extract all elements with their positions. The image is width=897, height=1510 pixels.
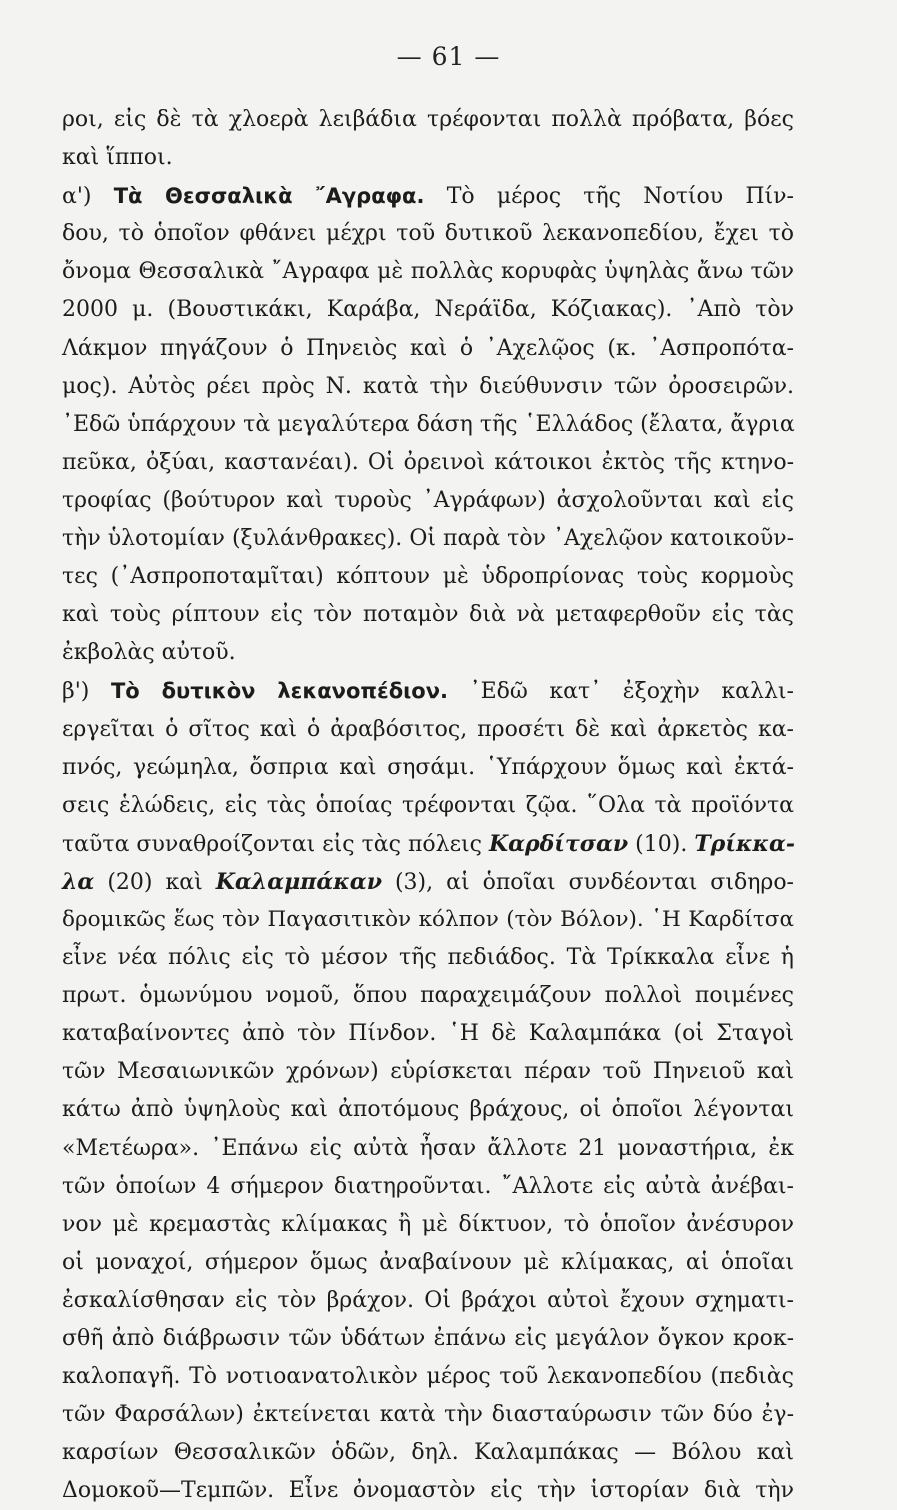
text-line <box>62 711 794 749</box>
text-line <box>62 215 794 253</box>
text-line <box>62 520 794 558</box>
text-line <box>62 1168 794 1206</box>
text-line <box>62 253 794 291</box>
line-text: δρομικῶς ἕως τὸν Παγασιτικὸν κόλπον (τὸν Βόλον). ῾Η Καρδίτσα <box>62 906 794 932</box>
line-text: 2000 μ. (Βουστικάκι, Καράβα, Νεράϊδα, Κόζιακας). ᾿Απὸ τὸν <box>62 297 794 323</box>
line-text: β') <box>62 679 111 705</box>
text-line <box>62 1282 794 1320</box>
line-text: σεις ἑλώδεις, εἰς τὰς ὁποίας τρέφονται ζῷα. ῞Ολα τὰ προϊόντα <box>62 792 794 818</box>
text-line <box>62 291 794 329</box>
line-text: Δομοκοῦ—Τεμπῶν. Εἶνε ὀνομαστὸν εἰς τὴν ἱστορίαν διὰ τὴν <box>62 1478 794 1504</box>
line-text: τροφίας (βούτυρον καὶ τυροὺς ᾿Αγράφων) ἀσχολοῦνται καὶ εἰς <box>62 487 794 513</box>
text-line <box>62 177 794 215</box>
line-text: δου, τὸ ὁποῖον φθάνει μέχρι τοῦ δυτικοῦ λεκανοπεδίου, ἔχει τὸ <box>62 221 794 247</box>
page-number: — 61 — <box>396 42 501 71</box>
text-line <box>62 444 794 482</box>
place-name: Καρδίτσαν <box>488 830 629 857</box>
line-text: καρσίων Θεσσαλικῶν ὁδῶν, δηλ. Καλαμπάκας — Βόλου καὶ <box>62 1440 794 1466</box>
text-line <box>62 672 794 710</box>
line-text: νον μὲ κρεμαστὰς κλίμακας ἢ μὲ δίκτυον, τὸ ὁποῖον ἀνέσυρον <box>62 1211 794 1237</box>
line-text: εργεῖται ὁ σῖτος καὶ ὁ ἀραβόσιτος, προσέτι δὲ καὶ ἀρκετὸς κα- <box>62 716 794 742</box>
text-line <box>62 139 794 177</box>
text-line <box>62 406 794 444</box>
text-line <box>62 749 794 787</box>
line-text: καλοπαγῆ. Τὸ νοτιοανατολικὸν μέρος τοῦ λεκανοπεδίου (πεδιὰς <box>62 1364 794 1390</box>
line-text: καὶ ἵπποι. <box>62 145 173 171</box>
line-text: ᾿Εδῶ κατ᾿ ἐξοχὴν καλλι- <box>448 679 794 705</box>
text-line <box>62 1396 794 1434</box>
text-line <box>62 596 794 634</box>
place-name: λα <box>62 868 95 895</box>
text-line <box>62 558 794 596</box>
line-text: ἐσκαλίσθησαν εἰς τὸν βράχον. Οἱ βράχοι αὐτοὶ ἔχουν σχηματι- <box>62 1287 794 1313</box>
line-text: ἐκβολὰς αὐτοῦ. <box>62 640 236 666</box>
section-heading: Τὸ δυτικὸν λεκανοπέδιον. <box>110 679 449 704</box>
line-text: α') <box>62 184 114 210</box>
text-line <box>62 330 794 368</box>
body-text <box>62 101 794 1510</box>
text-line <box>62 1053 794 1091</box>
line-text: πρωτ. ὁμωνύμου νομοῦ, ὅπου παραχειμάζουν πολλοὶ ποιμένες <box>62 983 794 1009</box>
line-text: (3), αἱ ὁποῖαι συνδέονται σιδηρο- <box>381 869 794 895</box>
line-text: τες (᾿Ασπροποταμῖται) κόπτουν μὲ ὑδροπρίονας τοὺς κορμοὺς <box>62 564 794 590</box>
line-text: ροι, εἰς δὲ τὰ χλοερὰ λειβάδια τρέφονται πολλὰ πρόβατα, βόες <box>62 107 794 132</box>
line-text: πεῦκα, ὀξύαι, καστανέαι). Οἱ ὀρεινοὶ κάτοικοι ἐκτὸς τῆς κτηνο- <box>62 449 794 475</box>
text-line <box>62 634 794 672</box>
line-text: (10). <box>628 831 695 857</box>
line-text: καὶ τοὺς ρίπτουν εἰς τὸν ποταμὸν διὰ νὰ μεταφερθοῦν εἰς τὰς <box>62 602 794 628</box>
line-text: Λάκμον πηγάζουν ὁ Πηνειὸς καὶ ὁ ᾿Αχελῷος (κ. ᾿Ασπροπότα- <box>62 335 794 361</box>
text-line <box>62 863 794 901</box>
text-line <box>62 939 794 977</box>
line-text: (20) καὶ <box>94 869 216 895</box>
line-text: πνός, γεώμηλα, ὄσπρια καὶ σησάμι. ῾Υπάρχουν ὅμως καὶ ἐκτά- <box>62 754 794 780</box>
text-line <box>62 482 794 520</box>
line-text: σθῆ ἀπὸ διάβρωσιν τῶν ὑδάτων ἐπάνω εἰς μεγάλον ὄγκον κροκ- <box>62 1326 794 1351</box>
section-heading: Τὰ Θεσσαλικὰ ῎Αγραφα. <box>113 184 425 209</box>
text-line <box>62 787 794 825</box>
text-line <box>62 1206 794 1244</box>
text-line <box>62 1244 794 1282</box>
place-name: Τρίκκα- <box>694 830 795 857</box>
line-text: ταῦτα συναθροίζονται εἰς τὰς πόλεις <box>62 831 489 857</box>
line-text: κάτω ἀπὸ ὑψηλοὺς καὶ ἀποτόμους βράχους, οἱ ὁποῖοι λέγονται <box>62 1097 794 1123</box>
text-line <box>62 1130 794 1168</box>
text-line <box>62 901 794 939</box>
line-text: οἱ μοναχοί, σήμερον ὅμως ἀναβαίνουν μὲ κλίμακας, αἱ ὁποῖαι <box>62 1249 794 1275</box>
text-line <box>62 1091 794 1129</box>
line-text: τῶν ὁποίων 4 σήμερον διατηροῦνται. ῎Αλλοτε εἰς αὐτὰ ἀνέβαι- <box>62 1173 794 1199</box>
text-line <box>62 1015 794 1053</box>
text-line <box>62 101 794 139</box>
text-line <box>62 825 794 863</box>
text-line <box>62 368 794 406</box>
text-line <box>62 1472 794 1510</box>
line-text: ὄνομα Θεσσαλικὰ ῎Αγραφα μὲ πολλὰς κορυφὰς ὑψηλὰς ἄνω τῶν <box>62 259 794 285</box>
text-line <box>62 1358 794 1396</box>
place-name: Καλαμπάκαν <box>215 868 382 895</box>
line-text: καταβαίνοντες ἀπὸ τὸν Πίνδον. ῾Η δὲ Καλαμπάκα (οἱ Σταγοὶ <box>62 1021 794 1047</box>
text-line <box>62 1320 794 1358</box>
text-line <box>62 977 794 1015</box>
text-line <box>62 1434 794 1472</box>
line-text: τὴν ὑλοτομίαν (ξυλάνθρακες). Οἱ παρὰ τὸν ᾿Αχελῷον κατοικοῦν- <box>62 526 794 552</box>
line-text: «Μετέωρα». ᾿Επάνω εἰς αὐτὰ ἦσαν ἄλλοτε 21 μοναστήρια, ἐκ <box>62 1135 794 1161</box>
line-text: ᾿Εδῶ ὑπάρχουν τὰ μεγαλύτερα δάση τῆς ῾Ελλάδος (ἔλατα, ἄγρια <box>62 411 795 437</box>
line-text: εἶνε νέα πόλις εἰς τὸ μέσον τῆς πεδιάδος. Τὰ Τρίκκαλα εἶνε ἡ <box>62 945 794 971</box>
line-text: μος). Αὐτὸς ρέει πρὸς Ν. κατὰ τὴν διεύθυνσιν τῶν ὀροσειρῶν. <box>62 373 794 399</box>
line-text: τῶν Μεσαιωνικῶν χρόνων) εὑρίσκεται πέραν τοῦ Πηνειοῦ καὶ <box>62 1059 794 1085</box>
line-text: τῶν Φαρσάλων) ἐκτείνεται κατὰ τὴν διασταύρωσιν τῶν δύο ἐγ- <box>62 1402 794 1428</box>
line-text: Τὸ μέρος τῆς Νοτίου Πίν- <box>424 184 794 210</box>
